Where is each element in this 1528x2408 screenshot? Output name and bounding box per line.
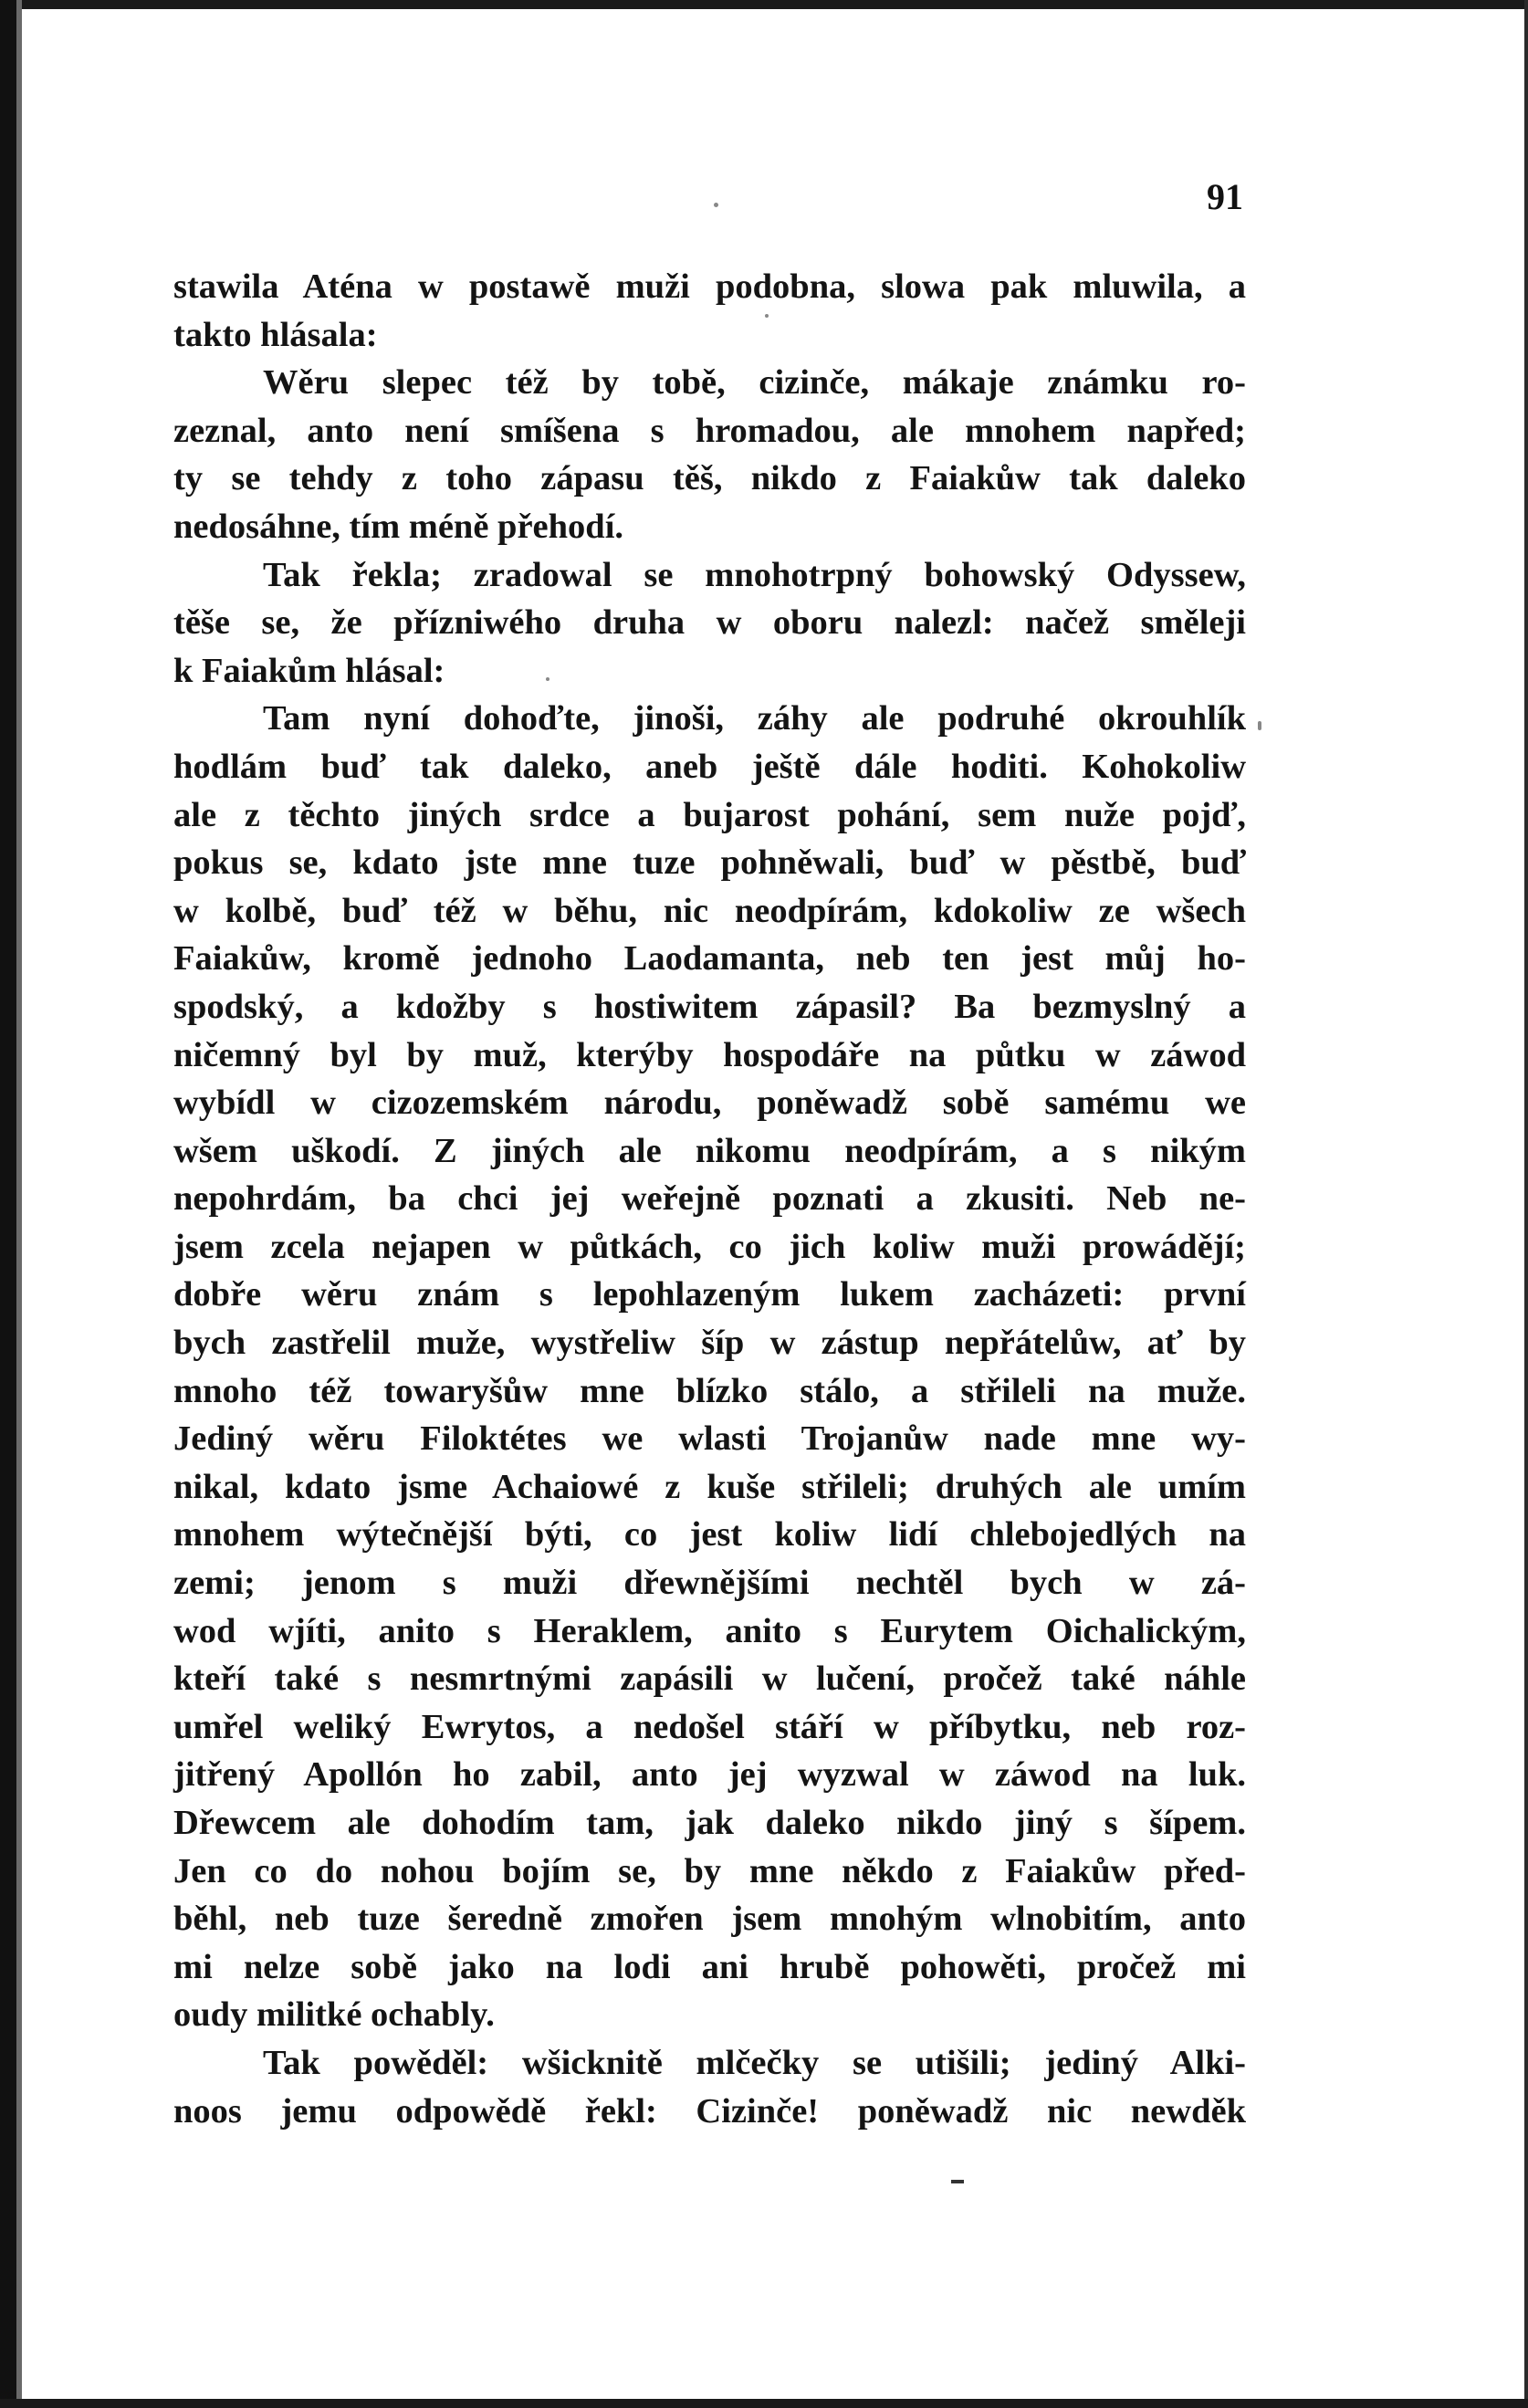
text-line: těše se, že přízniwého druha w oboru nalezl: načež směleji xyxy=(173,603,1246,643)
text-line: mi nelze sobě jako na lodi ani hrubě pohowěti, pročež mi xyxy=(173,1947,1246,1986)
text-line: nepohrdám, ba chci jej weřejně poznati a zkusiti. Neb ne- xyxy=(173,1179,1246,1219)
scan-border-bottom xyxy=(0,2399,1528,2408)
text-line: noos jemu odpowědě řekl: Cizinče! poněwadž nic newděk xyxy=(173,2091,1246,2131)
text-line: ale z těchto jiných srdce a bujarost pohání, sem nuže pojď, xyxy=(173,795,1246,834)
text-line: Faiakůw, kromě jednoho Laodamanta, neb ten jest můj ho- xyxy=(173,939,1246,979)
page-number: 91 xyxy=(1207,176,1243,217)
scan-border-top xyxy=(0,0,1528,9)
text-line: mnoho též towaryšůw mne blízko stálo, a střileli na muže. xyxy=(173,1371,1246,1410)
text-line: nikal, kdato jsme Achaiowé z kuše střileli; druhých ale umím xyxy=(173,1467,1246,1506)
text-line: jsem zcela nejapen w půtkách, co jich koliw muži prowádějí; xyxy=(173,1227,1246,1266)
body-text xyxy=(173,263,1246,2135)
text-line: Dřewcem ale dohodím tam, jak daleko nikdo jiný s šípem. xyxy=(173,1804,1246,1842)
text-line: takto hlásala: xyxy=(173,315,378,354)
text-line: Jediný wěru Filoktétes we wlasti Trojanůw nade mne wy- xyxy=(173,1419,1246,1459)
text-line: umřel weliký Ewrytos, a nedošel stáří w příbytku, neb roz- xyxy=(173,1707,1246,1746)
scan-border-right xyxy=(1524,0,1528,2408)
text-line: dobře wěru znám s lepohlazeným lukem zacházeti: první xyxy=(173,1275,1246,1314)
text-line: wšem uškodí. Z jiných ale nikomu neodpírám, a s nikým xyxy=(173,1131,1246,1170)
text-line: Tam nyní dohoďte, jinoši, záhy ale podruhé okrouhlík xyxy=(263,699,1246,738)
text-line: zeznal, anto není smíšena s hromadou, ale mnohem napřed; xyxy=(173,411,1246,450)
scan-border-left xyxy=(0,0,16,2408)
text-line: Jen co do nohou bojím se, by mne někdo z Faiakůw před- xyxy=(173,1851,1246,1890)
text-line: ničemný byl by muž, kterýby hospodáře na půtku w záwod xyxy=(173,1035,1246,1074)
text-line: kteří také s nesmrtnými zapásili w lučení, pročež také náhle xyxy=(173,1659,1246,1699)
text-line: mnohem wýtečnější býti, co jest koliw lidí chlebojedlých na xyxy=(173,1515,1246,1555)
text-line: Tak řekla; zradowal se mnohotrpný bohowský Odyssew, xyxy=(263,555,1246,594)
text-line: oudy militké ochably. xyxy=(173,1995,495,2035)
text-line: jitřený Apollón ho zabil, anto jej wyzwal w záwod na luk. xyxy=(173,1755,1246,1795)
paper-speck xyxy=(546,677,549,681)
text-line: stawila Aténa w postawě muži podobna, slowa pak mluwila, a xyxy=(173,267,1246,306)
text-line: wod wjíti, anito s Heraklem, anito s Eurytem Oichalickým, xyxy=(173,1611,1246,1650)
scan-border-left-shadow xyxy=(16,0,22,2408)
text-line: wybídl w cizozemském národu, poněwadž sobě samému we xyxy=(173,1084,1246,1123)
paper-speck xyxy=(1258,721,1261,730)
paper-speck xyxy=(714,203,718,207)
text-line: k Faiakům hlásal: xyxy=(173,651,445,690)
text-line: nedosáhne, tím méně přehodí. xyxy=(173,507,624,546)
text-line: bych zastřelil muže, wystřeliw šíp w zástup nepřátelůw, ať by xyxy=(173,1324,1246,1363)
text-line: běhl, neb tuze šeredně zmořen jsem mnohým wlnobitím, anto xyxy=(173,1900,1246,1939)
text-line: Wěru slepec též by tobě, cizinče, mákaje známku ro- xyxy=(263,363,1246,403)
text-line: pokus se, kdato jste mne tuze pohněwali, buď w pěstbě, buď xyxy=(173,843,1246,883)
text-line: spodský, a kdožby s hostiwitem zápasil? Ba bezmyslný a xyxy=(173,987,1246,1026)
text-line: zemi; jenom s muži dřewnějšími nechtěl bych w zá- xyxy=(173,1564,1246,1603)
text-line: Tak powěděl: wšicknitě mlčečky se utišili; jediný Alki- xyxy=(263,2043,1246,2082)
footer-mark xyxy=(951,2180,964,2183)
text-line: w kolbě, buď též w běhu, nic neodpírám, kdokoliw ze wšech xyxy=(173,891,1246,930)
text-line: ty se tehdy z toho zápasu těš, nikdo z Faiakůw tak daleko xyxy=(173,459,1246,498)
text-line: hodlám buď tak daleko, aneb ještě dále hoditi. Kohokoliw xyxy=(173,747,1246,786)
paper-speck xyxy=(765,314,769,318)
